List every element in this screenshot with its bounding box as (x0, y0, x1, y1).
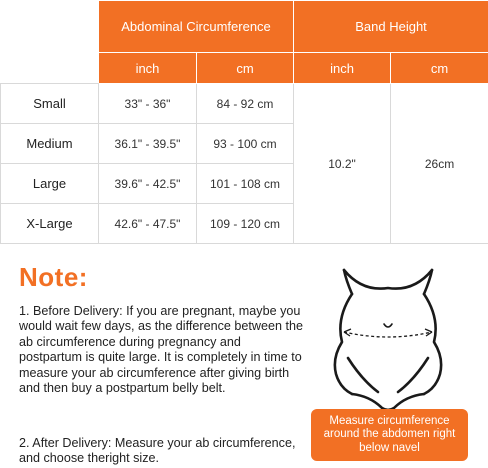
table-row (1, 84, 488, 124)
right-torso-side (424, 294, 441, 394)
measure-arrow-left (344, 329, 351, 336)
left-leg-line (348, 358, 378, 392)
size-label: Large (1, 164, 99, 204)
header-unit-cm: cm (197, 53, 294, 84)
measure-instruction-text: Measure circumference around the abdomen right below navel (323, 414, 456, 454)
band-height-inch-cell: 10.2" (294, 84, 391, 244)
measure-line (344, 332, 432, 337)
abdominal-cm-cell: 84 - 92 cm (197, 84, 294, 124)
size-label: Small (1, 84, 99, 124)
body-measurement-illustration (326, 262, 450, 412)
header-unit-inch: inch (294, 53, 391, 84)
band-height-cm-cell: 26cm (391, 84, 488, 244)
header-unit-inch: inch (99, 53, 197, 84)
abdominal-inch-cell: 39.6" - 42.5" (99, 164, 197, 204)
abdominal-cm-cell: 93 - 100 cm (197, 124, 294, 164)
abdominal-inch-cell: 42.6" - 47.5" (99, 204, 197, 244)
note-before-delivery: 1. Before Delivery: If you are pregnant, maybe you would wait few days, as the difference between the ab circumference during pregnancy and postpartum is quite large. It is completely in time to measure your ab circumference after giving birth and then buy a postpartum belly belt. (19, 304, 303, 396)
header-abdominal-circumference: Abdominal Circumference (99, 1, 294, 53)
bust-edge (344, 270, 432, 289)
size-label: X-Large (1, 204, 99, 244)
left-torso-side (335, 294, 352, 394)
header-unit-cm: cm (391, 53, 488, 84)
navel-mark (384, 324, 392, 327)
brief-outline (352, 394, 424, 410)
size-label: Medium (1, 124, 99, 164)
abdominal-inch-cell: 36.1" - 39.5" (99, 124, 197, 164)
header-corner (1, 1, 99, 84)
note-after-delivery: 2. After Delivery: Measure your ab circumference, and choose theright size. (19, 436, 296, 466)
abdominal-cm-cell: 101 - 108 cm (197, 164, 294, 204)
right-leg-line (398, 358, 428, 392)
abdominal-inch-cell: 33" - 36" (99, 84, 197, 124)
header-row-main (1, 1, 488, 53)
measure-instruction-box (311, 409, 468, 461)
header-band-height: Band Height (294, 1, 488, 53)
abdominal-cm-cell: 109 - 120 cm (197, 204, 294, 244)
note-title: Note: (19, 262, 88, 292)
